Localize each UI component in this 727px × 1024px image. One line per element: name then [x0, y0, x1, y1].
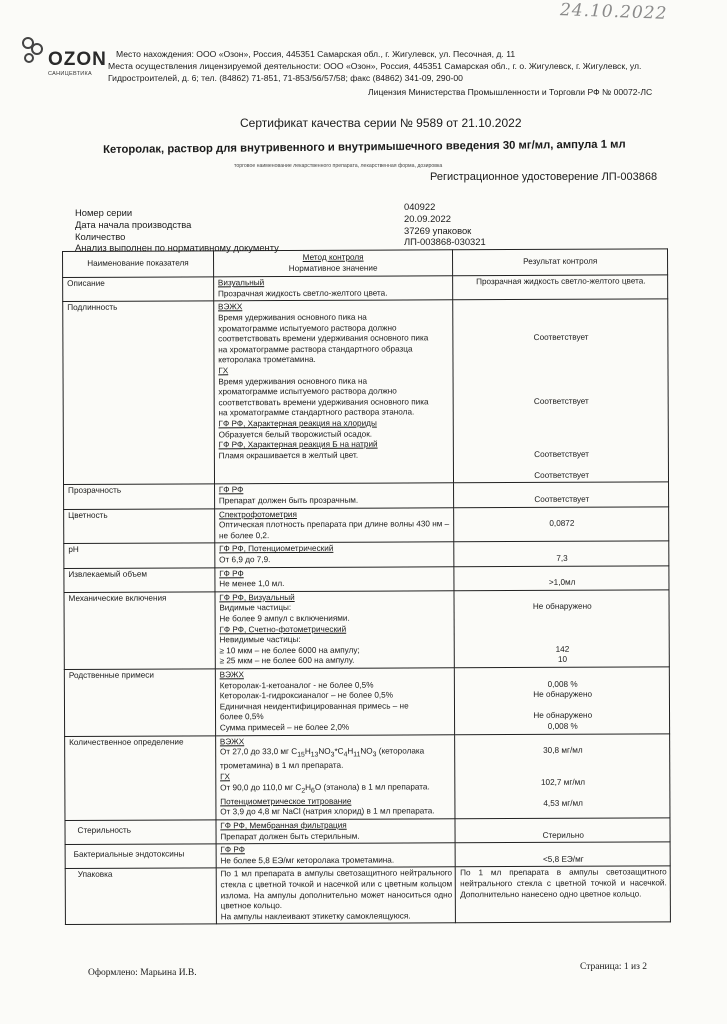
norm-text: Невидимые частицы:	[219, 635, 301, 645]
row-method	[214, 483, 454, 508]
norm-text: более 0,5%	[219, 712, 264, 722]
norm-text: трометамина) в 1 мл препарата.	[220, 761, 344, 771]
row-result	[454, 565, 669, 590]
norm-text: Пламя окрашивается в желтый цвет.	[218, 450, 359, 461]
row-result: По 1 мл препарата в ампулы светозащитного нейтрального стекла с цветной точкой и насечкой. Дополнительно нанесено одно цветное кольцо.	[456, 866, 671, 923]
norm-text: Препарат должен быть стерильным.	[220, 831, 360, 841]
row-result	[455, 733, 670, 818]
norm-text: Сумма примесей – не более 2,0%	[219, 722, 350, 733]
result-value: 0,008 %	[547, 721, 578, 731]
address-line-3: Гидростроителей, д. 6; тел. (84862) 71-851, 71-853/56/57/58; факс (84862) 341-09, 290-00	[108, 73, 463, 83]
row-method	[216, 843, 456, 868]
table-row	[64, 667, 669, 736]
info-value: ЛП-003868-030321	[404, 236, 486, 248]
norm-text: Время удерживания основного пика на	[218, 376, 368, 386]
info-label: Номер серии	[75, 207, 133, 218]
norm-text: ≥ 25 мкм – не более 600 на ампулу.	[219, 656, 355, 666]
info-labels	[75, 207, 279, 254]
row-result	[454, 541, 669, 566]
row-method	[215, 542, 455, 567]
method-label: ГФ РФ, Характерная реакция на хлориды	[218, 418, 377, 429]
handwritten-date: 24.10.2022	[559, 0, 668, 24]
norm-text: Прозрачная жидкость светло-желтого цвета.	[217, 288, 388, 299]
table-row	[63, 275, 668, 302]
header-norm-label: Нормативное значение	[288, 263, 378, 273]
row-result	[454, 590, 669, 668]
result-value: Не обнаружено	[532, 602, 592, 612]
info-value: 040922	[404, 201, 436, 212]
norm-text: хроматограмме испытуемого раствора должно	[218, 323, 397, 333]
method-label: ГХ	[218, 366, 229, 376]
prepared-by: Оформлено: Марьина И.В.	[88, 968, 197, 978]
result-value: Соответствует	[534, 449, 590, 459]
row-method	[216, 819, 456, 844]
row-name: Цветность	[64, 508, 215, 543]
norm-text: По 1 мл препарата в ампулы светозащитного нейтрального стекла с цветной точкой и насечкой или с цветным кольцом излома. На ампулы дополнительно может наноситься одно цветное кольцо.	[220, 868, 453, 911]
norm-text: Кеторолак-1-кетоаналог - не более 0,5%	[219, 680, 374, 690]
row-name: Прозрачность	[64, 484, 215, 509]
result-value: Соответствует	[534, 494, 590, 505]
license-line: Лицензия Министерства Промышленности и Торговли РФ № 00072-ЛС	[368, 87, 653, 97]
norm-text: От 6,9 до 7,9.	[219, 555, 271, 565]
result-value: 142	[555, 644, 570, 654]
norm-text: Единичная неидентифицированная примесь – не	[219, 701, 409, 712]
table-row	[65, 842, 670, 869]
norm-text: От 27,0 до 33,0 мг $C_{15}H_{13}NO_3*C_4H_{11}NO_3$ (кеторолака	[219, 746, 425, 759]
info-value: 20.09.2022	[404, 212, 451, 224]
method-label: Потенциометрическое титрование	[220, 796, 352, 807]
table-row	[64, 590, 669, 670]
method-label: Визуальный	[217, 278, 265, 288]
info-label: Количество	[75, 230, 126, 242]
row-method	[215, 591, 455, 669]
norm-text: соответствовать времени удерживания основного пика	[218, 397, 429, 408]
logo-brand: OZON	[48, 49, 107, 70]
result-value: 30,8 мг/мл	[543, 745, 583, 756]
result-value: >1,0мл	[548, 577, 576, 588]
norm-text: Не менее 1,0 мл.	[219, 579, 285, 589]
method-label: ВЭЖХ	[219, 736, 245, 746]
company-logo	[20, 36, 46, 73]
info-values	[404, 201, 486, 248]
norm-text: Видимые частицы:	[219, 603, 292, 613]
row-result	[455, 842, 670, 867]
table-row	[65, 818, 670, 845]
norm-text: Кеторолак-1-гидроксианалог – не более 0,5%	[219, 690, 394, 701]
result-value: 4,53 мг/мл	[543, 798, 583, 808]
table-row	[65, 866, 670, 925]
info-label: Дата начала производства	[75, 218, 192, 230]
norm-text: не более 0,2.	[219, 530, 270, 541]
result-value: 10	[557, 655, 568, 665]
row-method	[215, 668, 455, 736]
logo-mark-icon	[20, 36, 46, 73]
method-label: ГХ	[220, 772, 231, 782]
method-label: ГФ РФ	[220, 845, 245, 855]
table-row	[64, 541, 669, 568]
norm-text: Препарат должен быть прозрачным.	[218, 495, 359, 506]
method-label: ГФ РФ	[218, 485, 244, 495]
row-name: Подлинность	[63, 301, 215, 485]
method-label: ГФ РФ, Счетно-фотометрический	[219, 624, 347, 634]
norm-text: Время удерживания основного пика на	[218, 312, 367, 323]
page-number: Страница: 1 из 2	[580, 962, 648, 972]
row-result	[454, 507, 669, 543]
result-value: <5,8 ЕЭ/мг	[542, 854, 584, 864]
result-value: Стерильно	[542, 830, 584, 840]
norm-text: На ампулы наклеивают этикетку самоклеящуюся.	[220, 911, 411, 922]
address-line-1: Место нахождения: ООО «Озон», Россия, 445351 Самарская обл., г. Жигулевск, ул. Песочная, д. 11	[116, 49, 516, 59]
result-value: Не обнаружено	[533, 711, 593, 721]
row-name: Родственные примеси	[64, 669, 215, 736]
row-result	[455, 818, 670, 843]
table-row	[64, 482, 669, 509]
result-value: Соответствует	[533, 396, 589, 406]
row-name: Бактериальные эндотоксины	[65, 844, 216, 869]
method-label: ВЭЖХ	[218, 302, 243, 312]
norm-text: соответствовать времени удерживания основного пика	[218, 333, 429, 344]
header-name: Наименование показателя	[63, 251, 214, 278]
row-method	[215, 734, 455, 819]
certificate-title: Сертификат качества серии № 9589 от 21.10.2022	[240, 116, 522, 130]
method-label: ГФ РФ, Характерная реакция Б на натрий	[218, 439, 378, 450]
registration-number: Регистрационное удостоверение ЛП-003868	[430, 171, 658, 183]
method-label: Спектрофотометрия	[218, 509, 297, 519]
norm-text: хроматограмме испытуемого раствора должно	[218, 386, 397, 397]
result-value: Соответствует	[534, 470, 590, 480]
row-method	[215, 566, 455, 591]
norm-text: на хроматограмме стандартного раствора этанола.	[218, 407, 415, 418]
row-name: Извлекаемый объем	[64, 567, 215, 592]
row-name: Количественное определение	[65, 735, 216, 820]
method-label: ГФ РФ, Мембранная фильтрация	[220, 820, 347, 831]
row-method	[214, 507, 454, 543]
row-name: Стерильность	[65, 820, 216, 845]
norm-text: Не более 5,8 ЕЭ/мг кеторолака трометамина.	[220, 855, 395, 866]
table-row	[64, 507, 669, 544]
norm-text: От 90,0 до 110,0 мг $C_2H_6O$ (этанола) в 1 мл препарата.	[220, 781, 430, 795]
row-name: Описание	[63, 277, 214, 302]
header-method-label: Метод контроля	[302, 252, 364, 262]
row-result	[454, 482, 669, 507]
header-result: Результат контроля	[453, 249, 668, 276]
table-header-row	[63, 249, 668, 278]
result-value: 0,0872	[549, 519, 575, 529]
table-row	[65, 733, 670, 820]
product-name-note: торговое наименование лекарственного препарата, лекарственная форма, дозировка	[234, 163, 443, 169]
result-value: 0,008 %	[547, 679, 578, 689]
norm-text: Образуется белый творожистый осадок.	[218, 429, 373, 439]
row-result	[453, 299, 668, 483]
row-result	[455, 667, 670, 734]
row-name: Упаковка	[65, 868, 216, 925]
result-value: Не обнаружено	[533, 689, 593, 700]
result-value: 7,3	[556, 553, 568, 563]
method-label: ГФ РФ	[219, 568, 244, 578]
norm-text: От 3,9 до 4,8 мг NaCl (натрия хлорид) в 1 мл препарата.	[220, 806, 435, 817]
norm-text: на хроматограмме раствора стандартного образца	[218, 344, 413, 355]
method-label: ВЭЖХ	[219, 670, 244, 680]
product-name: Кеторолак, раствор для внутривенного и внутримышечного введения 30 мг/мл, ампула 1 мл	[103, 138, 626, 156]
row-result: Прозрачная жидкость светло-желтого цвета.	[453, 275, 668, 300]
row-method	[216, 867, 456, 924]
row-name: Механические включения	[64, 592, 215, 670]
table-row	[63, 299, 669, 485]
norm-text: Оптическая плотность препарата при длине волны 430 нм –	[218, 519, 450, 530]
quality-control-table	[62, 248, 671, 925]
method-label: ГФ РФ, Потенциометрический	[219, 544, 334, 554]
logo-subtitle: САНИЦЕВТИКА	[48, 71, 92, 77]
table-row	[64, 565, 669, 592]
info-label: Анализ выполнен по нормативному документу	[75, 242, 279, 254]
header-method	[213, 250, 453, 277]
result-value: Соответствует	[533, 332, 589, 343]
result-value: 102,7 мг/мл	[540, 777, 586, 787]
method-label: ГФ РФ, Визуальный	[219, 592, 295, 603]
norm-text: кеторолака трометамина.	[218, 355, 316, 365]
norm-text: ≥ 10 мкм – не более 6000 на ампулу;	[219, 645, 360, 656]
norm-text: Не более 9 ампул с включениями.	[219, 613, 350, 624]
row-method	[214, 300, 454, 484]
address-line-2: Места осуществления лицензируемой деятельности: ООО «Озон», Россия, 445351 Самарская обл., г. о. Жигулевск, г. Жигулевск, ул.	[108, 61, 642, 71]
info-value: 37269 упаковок	[404, 224, 472, 236]
row-name: pH	[64, 543, 215, 568]
row-method	[213, 276, 453, 301]
